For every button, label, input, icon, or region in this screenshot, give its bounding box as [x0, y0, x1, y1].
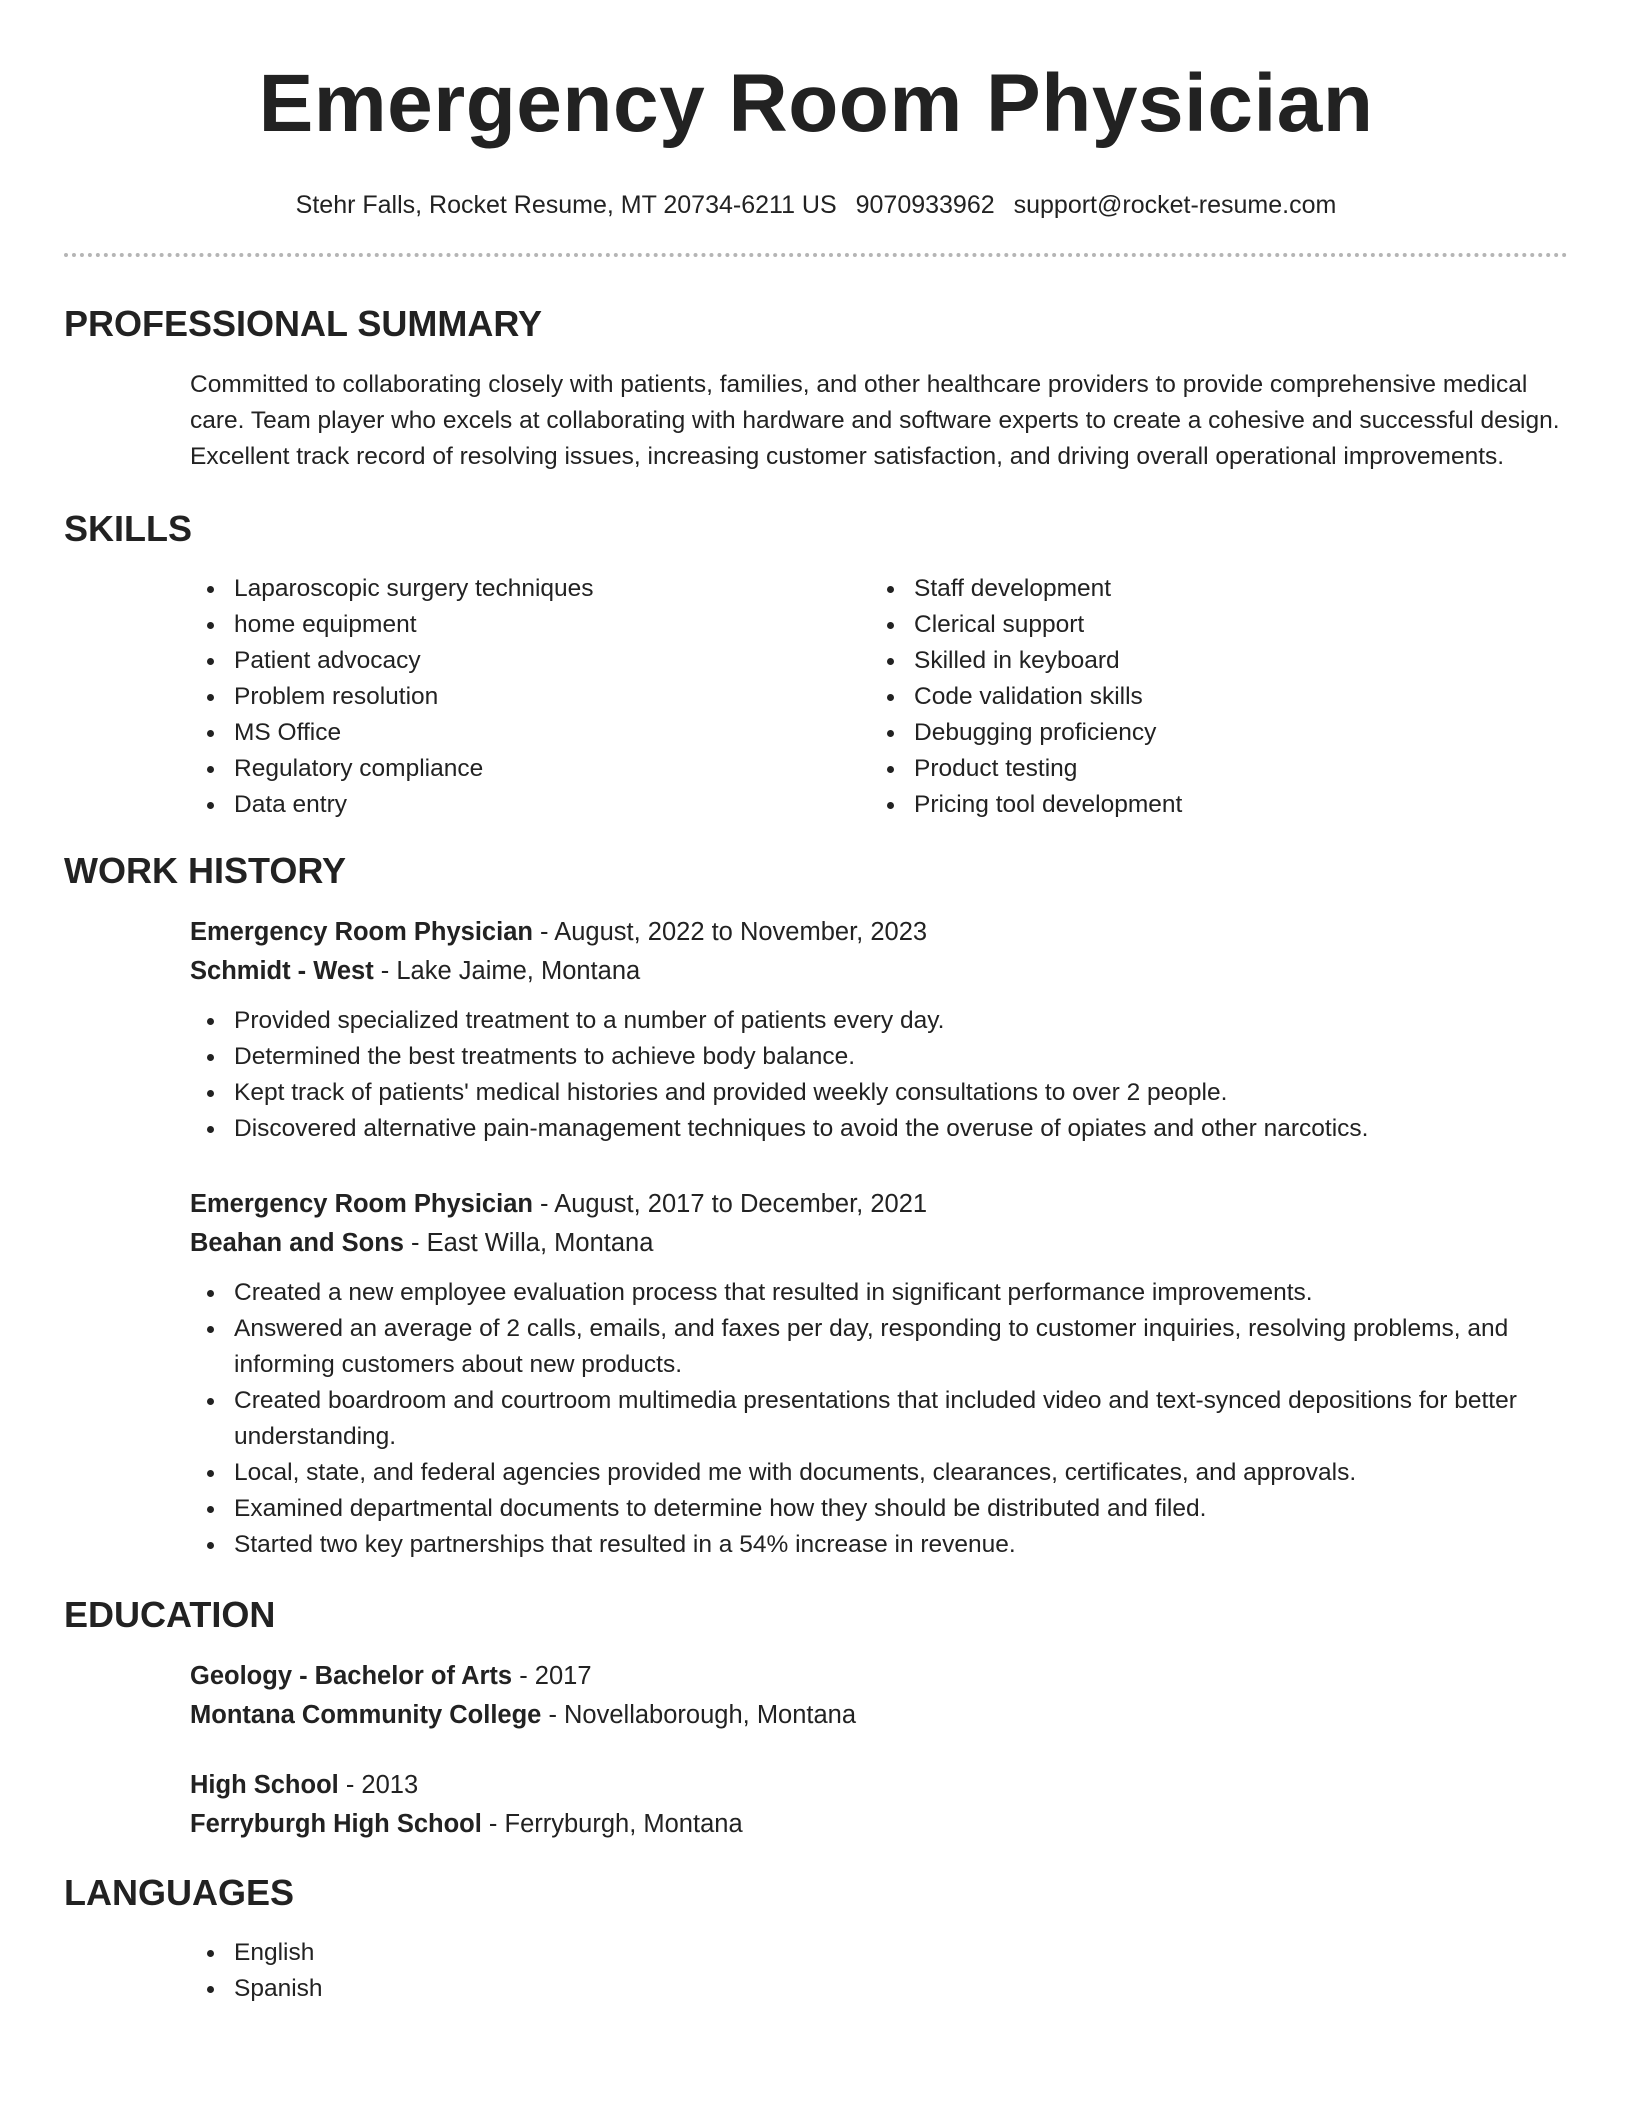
education-school: Ferryburgh High School	[190, 1810, 482, 1838]
skills-columns	[64, 571, 1568, 823]
skill-item: Product testing	[870, 751, 1550, 787]
summary-heading: PROFESSIONAL SUMMARY	[64, 303, 543, 344]
job-bullet: Started two key partnerships that resulted in a 54% increase in revenue.	[190, 1527, 1568, 1563]
job-dates: - August, 2017 to December, 2021	[532, 1190, 928, 1218]
skills-list-left	[190, 571, 870, 823]
job-title-line	[190, 913, 1568, 952]
skill-item: Skilled in keyboard	[870, 643, 1550, 679]
summary-text: Committed to collaborating closely with patients, families, and other healthcare providers to provide comprehensive medical care. Team player who excels at collaborating with hardware and software experts to create a cohesive and successful design. Excellent track record of resolving issues, increasing customer satisfaction, and driving overall operational improvements.	[190, 371, 1560, 470]
job-bullet: Examined departmental documents to determine how they should be distributed and filed.	[190, 1491, 1568, 1527]
contact-line	[64, 190, 1568, 220]
job-location: - Lake Jaime, Montana	[373, 957, 641, 985]
job-title-line	[190, 1185, 1568, 1224]
job-bullet: Discovered alternative pain-management techniques to avoid the overuse of opiates and other narcotics.	[190, 1111, 1568, 1147]
job-bullet: Provided specialized treatment to a number of patients every day.	[190, 1003, 1568, 1039]
languages-heading: LANGUAGES	[64, 1872, 295, 1913]
job-location: - East Willa, Montana	[403, 1229, 654, 1257]
job-company: Schmidt - West	[190, 957, 374, 985]
education-degree-line	[190, 1657, 1568, 1696]
education-heading: EDUCATION	[64, 1594, 276, 1635]
education-entry-2	[64, 1766, 1568, 1844]
education-entry-1	[64, 1657, 1568, 1735]
education-school-line	[190, 1805, 1568, 1844]
skill-item: Staff development	[870, 571, 1550, 607]
job-entry-2	[64, 1185, 1568, 1563]
education-year: - 2017	[512, 1662, 592, 1690]
skill-item: Clerical support	[870, 607, 1550, 643]
education-school: Montana Community College	[190, 1701, 542, 1729]
education-degree-line	[190, 1766, 1568, 1805]
job-bullet: Created boardroom and courtroom multimedia presentations that included video and text-synced depositions for better understanding.	[190, 1383, 1568, 1455]
skill-item: Pricing tool development	[870, 787, 1550, 823]
skill-item: home equipment	[190, 607, 870, 643]
job-bullets	[190, 1003, 1568, 1147]
contact-address: Stehr Falls, Rocket Resume, MT 20734-6211 US	[295, 191, 837, 219]
job-dates: - August, 2022 to November, 2023	[532, 918, 928, 946]
work-heading: WORK HISTORY	[64, 850, 347, 891]
job-bullet: Local, state, and federal agencies provided me with documents, clearances, certificates, and approvals.	[190, 1455, 1568, 1491]
job-bullets	[190, 1275, 1568, 1563]
skills-list-right	[870, 571, 1550, 823]
candidate-name: Emergency Room Physician	[258, 58, 1374, 149]
job-bullet: Determined the best treatments to achieve body balance.	[190, 1039, 1568, 1075]
skill-item: Laparoscopic surgery techniques	[190, 571, 870, 607]
header-divider	[64, 253, 1568, 257]
job-bullet: Answered an average of 2 calls, emails, and faxes per day, responding to customer inquiries, resolving problems, and informing customers about new products.	[190, 1311, 1568, 1383]
job-company-line	[190, 952, 1568, 991]
job-position: Emergency Room Physician	[190, 918, 533, 946]
job-company: Beahan and Sons	[190, 1229, 404, 1257]
education-year: - 2013	[338, 1771, 419, 1799]
languages-list	[64, 1935, 1568, 2007]
skill-item: Data entry	[190, 787, 870, 823]
language-item: English	[190, 1935, 1568, 1971]
contact-email: support@rocket-resume.com	[1013, 191, 1337, 219]
skill-item: Debugging proficiency	[870, 715, 1550, 751]
job-company-line	[190, 1224, 1568, 1263]
skill-item: Problem resolution	[190, 679, 870, 715]
skill-item: MS Office	[190, 715, 870, 751]
education-degree: Geology - Bachelor of Arts	[190, 1662, 513, 1690]
language-item: Spanish	[190, 1971, 1568, 2007]
skill-item: Regulatory compliance	[190, 751, 870, 787]
job-entry-1	[64, 913, 1568, 1147]
skills-heading: SKILLS	[64, 508, 193, 549]
contact-phone: 9070933962	[855, 191, 995, 219]
skill-item: Code validation skills	[870, 679, 1550, 715]
education-location: - Ferryburgh, Montana	[481, 1810, 743, 1838]
education-degree: High School	[190, 1771, 339, 1799]
education-location: - Novellaborough, Montana	[541, 1701, 857, 1729]
job-position: Emergency Room Physician	[190, 1190, 533, 1218]
skill-item: Patient advocacy	[190, 643, 870, 679]
education-school-line	[190, 1696, 1568, 1735]
job-bullet: Created a new employee evaluation process that resulted in significant performance improvements.	[190, 1275, 1568, 1311]
job-bullet: Kept track of patients' medical histories and provided weekly consultations to over 2 people.	[190, 1075, 1568, 1111]
